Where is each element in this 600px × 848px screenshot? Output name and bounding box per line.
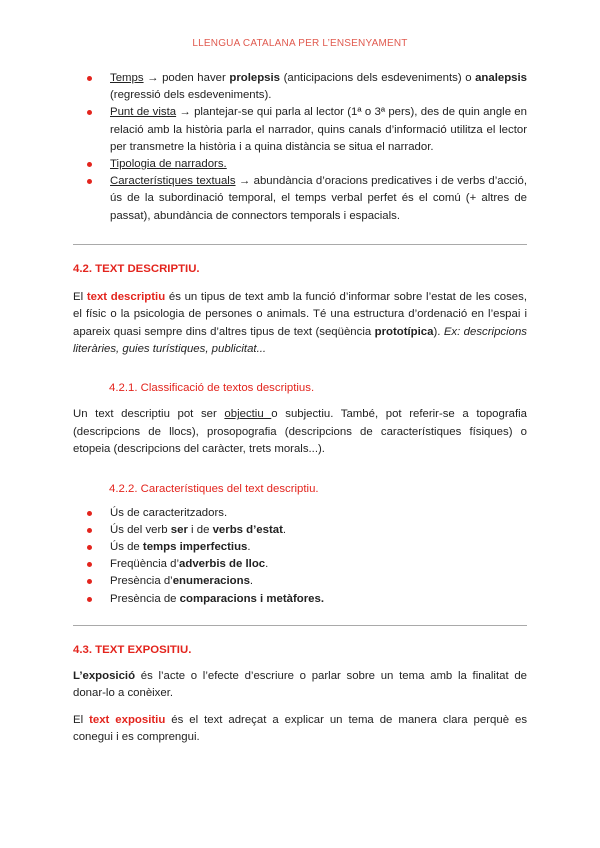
list-item: Freqüència d’adverbis de lloc.: [73, 556, 527, 573]
bullet-icon: [87, 76, 92, 81]
list-item: Ús de caracteritzadors.: [73, 505, 527, 522]
bullet-icon: [87, 562, 92, 567]
bullet-icon: [87, 579, 92, 584]
bullet-icon: [87, 110, 92, 115]
list-item: Característiques textuals → abundància d’oracions predicatives i de verbs d’acció, ús de la subordinació temporal, el temps verbal perfet és el comú (+ altres de passat), abundància de connectors temporals i espacials.: [73, 173, 527, 225]
list-item: Ús del verb ser i de verbs d’estat.: [73, 522, 527, 539]
list-item: Punt de vista → plantejar-se qui parla al lector (1ª o 3ª pers), des de quin angle en relació amb la història parla el narrador, quins canals d’informació utilitza el lector per transmetre la història i a quina distància se situa el narrador.: [73, 104, 527, 156]
classification-paragraph: Un text descriptiu pot ser objectiu o subjectiu. També, pot referir-se a topografia (descripcions de llocs), prosopografia (descripcions de característiques físiques) o etopeia (descripcions del caràcter, trets morals...).: [73, 408, 527, 456]
subsection-title-4-2-2: 4.2.2. Característiques del text descriptiu.: [109, 482, 319, 495]
section-title-4-2: 4.2. TEXT DESCRIPTIU.: [73, 262, 200, 275]
bullet-icon: [87, 545, 92, 550]
page-header: LLENGUA CATALANA PER L’ENSENYAMENT: [192, 38, 408, 49]
list-item: Ús de temps imperfectius.: [73, 539, 527, 556]
bullet-icon: [87, 179, 92, 184]
section-divider: [73, 625, 527, 626]
descriptive-text-paragraph: El text descriptiu és un tipus de text amb la funció d’informar sobre l’estat de les coses, el físic o la psicologia de persones o animals. Té una estructura d’ordenació en l’espai i apareix quasi sempre dins d’altres tipus de text (seqüència prototípica). Ex: descripcions literàries, guies turístiques, publicitat...: [73, 290, 527, 356]
page-content: [73, 70, 527, 747]
subsection-title-4-2-1: 4.2.1. Classificació de textos descriptius.: [109, 382, 315, 395]
list-item: Presència d’enumeracions.: [73, 573, 527, 590]
list-item: Temps → poden haver prolepsis (anticipacions dels esdeveniments) o analepsis (regressió dels esdeveniments).: [73, 70, 527, 104]
list-item: Presència de comparacions i metàfores.: [73, 591, 527, 608]
narrative-features-list: [73, 70, 527, 225]
list-item: Tipologia de narradors.: [73, 156, 527, 173]
bullet-icon: [87, 528, 92, 533]
bullet-icon: [87, 597, 92, 602]
section-title-4-3: 4.3. TEXT EXPOSITIU.: [73, 643, 192, 656]
bullet-icon: [87, 162, 92, 167]
exposition-definition-paragraph: L’exposició és l’acte o l’efecte d’escriure o parlar sobre un tema amb la finalitat de donar-lo a conèixer.: [73, 669, 527, 700]
expository-text-paragraph: El text expositiu és el text adreçat a explicar un tema de manera clara perquè es conegui i es comprengui.: [73, 713, 528, 744]
bullet-icon: [87, 511, 92, 516]
section-divider: [73, 244, 527, 245]
descriptive-features-list: [73, 505, 527, 608]
